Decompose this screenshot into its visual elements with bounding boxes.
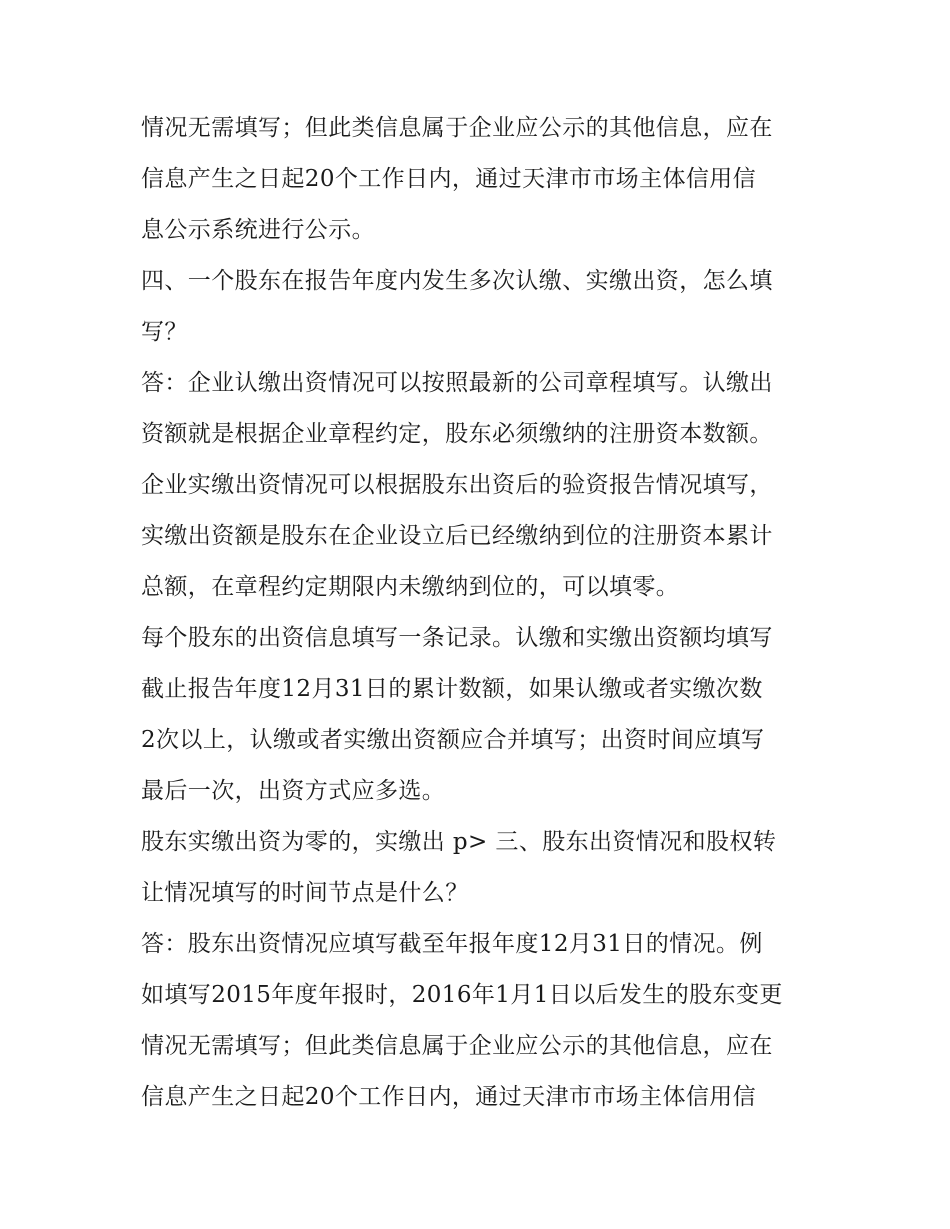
question-4-line-1: 四、一个股东在报告年度内发生多次认缴、实缴出资，怎么填 [141, 268, 773, 294]
answer-4-line-2: 资额就是根据企业章程约定，股东必须缴纳的注册资本数额。 [141, 421, 773, 447]
answer-4-line-5: 总额，在章程约定期限内未缴纳到位的，可以填零。 [141, 574, 680, 600]
document-body [141, 103, 831, 1123]
question-4-line-2: 写？ [141, 319, 188, 345]
question-3-line-1: 股东实缴出资为零的，实缴出 p> 三、股东出资情况和股权转 [141, 829, 777, 855]
paragraph-record-line-2: 截止报告年度12月31日的累计数额，如果认缴或者实缴次数 [141, 676, 763, 702]
text-line-1: 情况无需填写；但此类信息属于企业应公示的其他信息，应在 [141, 115, 773, 141]
answer-3-line-3: 情况无需填写；但此类信息属于企业应公示的其他信息，应在 [141, 1033, 773, 1059]
text-line-2: 信息产生之日起20个工作日内，通过天津市市场主体信用信 [141, 166, 757, 192]
text-line-3: 息公示系统进行公示。 [141, 217, 375, 243]
question-3-line-2: 让情况填写的时间节点是什么？ [141, 880, 469, 906]
answer-3-line-2: 如填写2015年度年报时，2016年1月1日以后发生的股东变更 [141, 982, 783, 1008]
answer-4-line-3: 企业实缴出资情况可以根据股东出资后的验资报告情况填写， [141, 472, 773, 498]
paragraph-record-line-3: 2次以上，认缴或者实缴出资额应合并填写；出资时间应填写 [141, 727, 765, 753]
answer-4-line-1: 答：企业认缴出资情况可以按照最新的公司章程填写。认缴出 [141, 370, 773, 396]
answer-3-line-1: 答：股东出资情况应填写截至年报年度12月31日的情况。例 [141, 931, 763, 957]
answer-3-line-4: 信息产生之日起20个工作日内，通过天津市市场主体信用信 [141, 1084, 757, 1110]
paragraph-record-line-4: 最后一次，出资方式应多选。 [141, 778, 446, 804]
answer-4-line-4: 实缴出资额是股东在企业设立后已经缴纳到位的注册资本累计 [141, 523, 773, 549]
paragraph-record-line-1: 每个股东的出资信息填写一条记录。认缴和实缴出资额均填写 [141, 625, 773, 651]
